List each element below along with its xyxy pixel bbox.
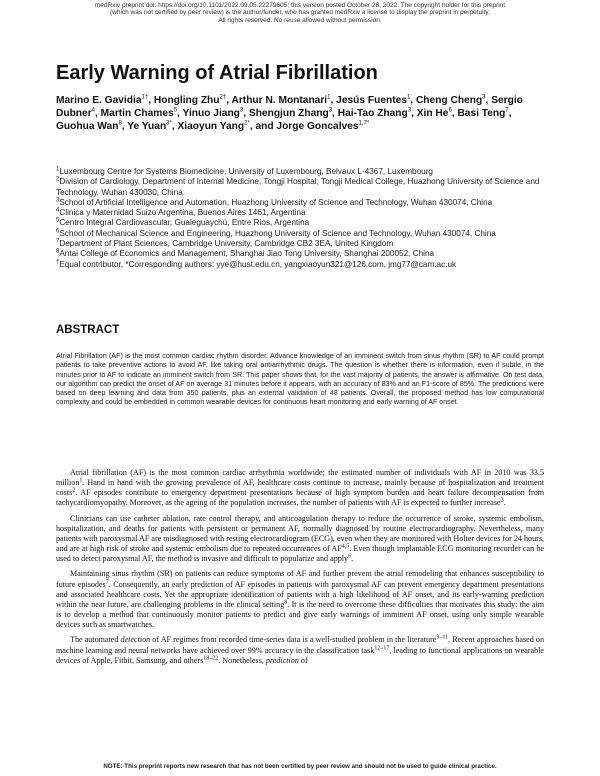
affiliation-list [56, 167, 546, 270]
author-affiliation-mark: 7 [505, 107, 509, 114]
author-name: Ye Yuan [127, 120, 167, 132]
header-line-1: medRxiv preprint doi: https://doi.org/10.1101/2022.09.05.22279605; this version posted October 28, 2022. The copyright holder for this preprint [94, 2, 506, 9]
author-list: Marino E. Gavidia$^{1\dagger}$, Hongling Zhu$^{2\dagger}$, Arthur N. Montanari$^1$, Jesús Fuentes$^1$, Cheng Cheng$^3$, Sergio Dubner$^4$, Martin Chames$^5$, Yinuo Jiang$^3$, Shengjun Zhang$^3$, Hai-Tao Zhang$^3$, Xin He$^6$, Basi Teng$^7$, Guohua Wan$^8$, Ye Yuan$^{3*}$, Xiaoyun Yang$^{2*}$, and Jorge Goncalves$^{1,7*}$ [56, 94, 523, 132]
author-affiliation-mark: 1† [141, 94, 149, 101]
paragraph-4: The automated detection of AF regimes from recorded time-series data is a well-studied problem in the literature$^{9-11}$. Recent approaches based on machine learning and neural networks have achieved over 99% accuracy in the classification task$^{12-17}$, leading to functional applications on wearable devices of Apple, Fitbit, Samsung, and others$^{18-22}$. Nonetheless, prediction of [56, 634, 544, 665]
affiliation-item: $^7$Department of Plant Sciences, Cambridge University, Cambridge CB2 3EA, United Kingdom [56, 238, 394, 249]
author-name: Sergio Dubner [56, 95, 523, 119]
author-name: Xiaoyun Yang [177, 120, 245, 132]
author-affiliation-mark: 3* [166, 120, 172, 127]
author-affiliation-mark: 1,7* [358, 120, 370, 127]
author-name: Jesús Fuentes [336, 95, 407, 106]
author-name: Yinuo Jiang [182, 107, 240, 119]
author-affiliation-mark: 3 [328, 107, 333, 114]
paper-title: Early Warning of Atrial Fibrillation [56, 62, 378, 84]
author-name: Shengjun Zhang [248, 107, 329, 119]
author-name: Cheng Cheng [415, 95, 483, 106]
preprint-header [0, 2, 600, 24]
affiliation-item: $^2$Division of Cardiology, Department of Internal Medicine, Tongji Hospital, Tongji Medical College, Huazhong University of Science and Technology, Wuhan 430030, China. [56, 176, 540, 197]
author-name: Hai-Tao Zhang [337, 107, 408, 119]
affiliation-item: $^8$Antai College of Economics and Management, Shanghai Jiao Tong University, Shanghai 200052, China [56, 248, 435, 259]
paragraph-2: Clinicians can use catheter ablation, rate control therapy, and anticoagulation therapy to reduce the occurrence of stroke, systemic embolism, hospitalization, and deaths for patients with persistent or permanent AF, normally diagnosed by routine electrocardiography. Nevertheless, many patients with paroxysmal AF are misdiagnosed with resting electrocardiogram (ECG), even when they are monitored with Holter devices for 24 hours, and are at high risk of stroke and systemic embolism due to repeated occurrences of AF$^{4,5}$. Even though implantable ECG monitoring recorder can be used to detect paroxysmal AF, the method is invasive and difficult to popularize and apply$^6$. [56, 513, 544, 564]
author-name: Jorge Goncalves [276, 120, 359, 132]
author-affiliation-mark: 3 [407, 107, 412, 114]
preprint-footer-note: NOTE: This preprint reports new research that has not been certified by peer review and should not be used to guide clinical practice. [103, 763, 497, 770]
affiliation-item: †Equal contributor, *Corresponding authors: yye@hust.edu.cn, yangxiaoyun321@126.com, jmg77@cam.ac.uk [56, 258, 457, 269]
affiliation-item: $^5$Centro Integral Cardiovascular, Gualeguaychú, Entre Rios, Argentina [56, 217, 310, 228]
author-name: Marino E. Gavidia [56, 95, 142, 106]
author-affiliation-mark: 6 [448, 107, 452, 114]
header-line-3: All rights reserved. No reuse allowed without permission. [218, 16, 382, 24]
affiliation-item: $^6$School of Mechanical Science and Engineering, Huazhong University of Science and Technology, Wuhan 430074, China [56, 228, 496, 238]
author-affiliation-mark: 1 [406, 94, 411, 101]
author-affiliation-mark: 5 [173, 107, 178, 114]
author-name: Guohua Wan [56, 120, 119, 132]
affiliation-item: $^4$Clinica y Maternidad Suizo Argentina, Buenos Aires 1461, Argentina [56, 207, 306, 218]
body-text [56, 468, 544, 666]
abstract-heading: ABSTRACT [56, 324, 120, 336]
author-affiliation-mark: 3 [482, 94, 486, 101]
author-name: Xin He [416, 107, 449, 119]
header-line-2: (which was not certified by peer review) is the author/funder, who has granted medRxiv a license to display the preprint in perpetuity. [110, 9, 490, 17]
author-affiliation-mark: 2† [219, 94, 227, 101]
author-affiliation-mark: 8 [118, 120, 122, 127]
author-name: Basi Teng [457, 107, 506, 119]
author-name: Arthur N. Montanari [231, 95, 328, 106]
author-affiliation-mark: 3 [239, 107, 244, 114]
abstract-text: Atrial Fibrillation (AF) is the most common cardiac rhythm disorder. Advance knowledge of an imminent switch from sinus rhythm (SR) to AF could prompt patients to take preventive actions to avoid AF, like taking oral antiarrhythmic drugs. The question is whether there is information, even if subtle, in the minutes prior to AF to indicate an imminent switch from SR. This paper shows that, for the vast majority of patients, the answer is affirmative. On test data, our algorithm can predict the onset of AF on average 31 minutes before it appears, with an accuracy of 83% and an F1-score of 85%. The predictions were based on deep learning and data from 350 patients, plus an external validation of 48 patients. Overall, the proposed method has low computational complexity and could be embedded in common wearable devices for continuous heart monitoring and early warning of AF onset. [56, 352, 544, 407]
paragraph-3: Maintaining sinus rhythm (SR) on patients can reduce symptoms of AF and further prevent the atrial remodeling that enhances susceptibility to future episodes$^7$. Consequently, an early prediction of AF episodes in patients with paroxysmal AF can prevent emergency department presentations and associated healthcare costs. Yet the appropriate identification of patients with a high likelihood of AF onset, and its early-warning prediction within the near future, are challenging problems in the clinical setting$^8$. It is the need to overcome these difficulties that motivates this study: the aim is to develop a method that continuously monitor patients to predict and give early warnings of imminent AF onset, using only simple wearable devices such as smartwatches. [56, 569, 544, 630]
paragraph-1: Atrial fibrillation (AF) is the most common cardiac arrhythmia worldwide; the estimated number of individuals with AF in 2010 was 33.5 million$^1$. Hand in hand with the growing prevalence of AF, healthcare costs continue to increase, mainly because of hospitalization and treatment costs$^2$. AF episodes contribute to emergency department presentations because of high symptom burden and heart failure decompensation from tachycardiomyopathy. Moreover, as the ageing of the population increases, the number of patients with AF is expected to further increase$^3$. [56, 468, 544, 508]
author-name: Martin Chames [100, 107, 174, 119]
affiliation-item: $^1$Luxembourg Centre for Systems Biomedicine, University of Luxembourg, Belvaux L-4367, Luxembourg [56, 166, 433, 176]
author-affiliation-mark: 2* [244, 120, 250, 127]
author-affiliation-mark: 1 [327, 94, 331, 101]
affiliation-item: $^3$School of Artificial Intelligence and Automation, Huazhong University of Science and Technology, Wuhan 430074, China [56, 197, 493, 207]
author-affiliation-mark: 4 [91, 107, 95, 114]
author-name: Hongling Zhu [153, 95, 220, 106]
